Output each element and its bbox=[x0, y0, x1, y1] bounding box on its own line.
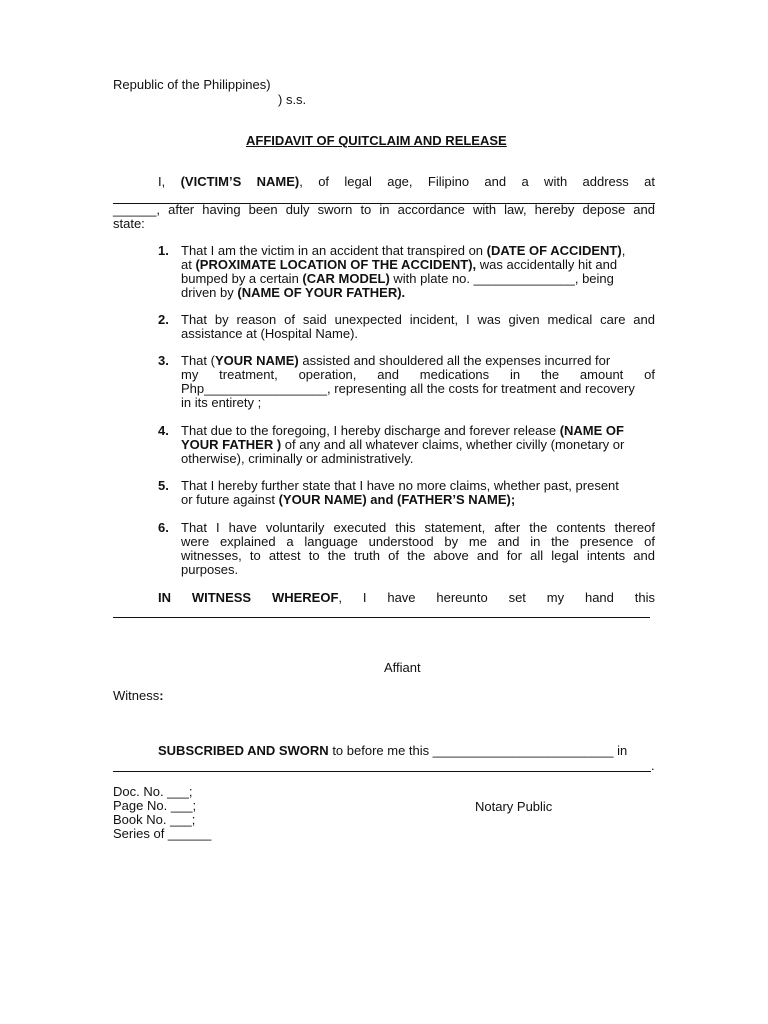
item-6-line-3: witnesses, to attest to the truth of the above and for all legal intents and bbox=[181, 548, 655, 563]
car-model-placeholder: (CAR MODEL) bbox=[302, 271, 390, 286]
item-1-line-3 bbox=[181, 272, 614, 286]
item-1-line-2 bbox=[181, 258, 617, 272]
item-1-line-4 bbox=[181, 286, 405, 300]
subscribed-and-sworn: SUBSCRIBED AND SWORN bbox=[158, 743, 329, 758]
item-5-text: or future against bbox=[181, 492, 279, 507]
item-5-line-1: That I hereby further state that I have no more claims, whether past, present bbox=[181, 478, 619, 493]
item-1-line-3-text: bumped by a certain bbox=[181, 271, 303, 286]
item-4-line-2-rest: of any and all whatever claims, whether civilly (monetary or bbox=[281, 437, 625, 452]
page-no: Page No. ___; bbox=[113, 798, 197, 813]
affiant-label: Affiant bbox=[384, 660, 421, 675]
item-1-number: 1. bbox=[158, 243, 169, 258]
document-title: AFFIDAVIT OF QUITCLAIM AND RELEASE bbox=[246, 133, 507, 148]
item-4-line-3: otherwise), criminally or administratively. bbox=[181, 451, 414, 466]
subscribed-line bbox=[158, 744, 627, 758]
item-3-line-1 bbox=[181, 354, 610, 368]
item-4-text: That due to the foregoing, I hereby discharge and forever release bbox=[181, 423, 560, 438]
intro-line-2 bbox=[113, 203, 655, 217]
witness-clause-rest: , I have hereunto set my hand this bbox=[338, 590, 655, 605]
intro-line-3: state: bbox=[113, 216, 145, 231]
witness-label-colon: : bbox=[159, 688, 164, 703]
witness-clause bbox=[158, 591, 655, 605]
victim-name-placeholder: (VICTIM’S NAME) bbox=[180, 174, 300, 189]
republic-line: Republic of the Philippines) bbox=[113, 77, 271, 92]
item-3-text: That ( bbox=[181, 353, 215, 368]
item-6-number: 6. bbox=[158, 520, 169, 535]
item-1-text: That I am the victim in an accident that transpired on bbox=[181, 243, 487, 258]
item-5-number: 5. bbox=[158, 478, 169, 493]
witness-date-blank-line bbox=[113, 617, 650, 618]
intro-line-2-blank: ______ bbox=[113, 202, 157, 217]
doc-no: Doc. No. ___; bbox=[113, 784, 193, 799]
intro-line-2-text: , after having been duly sworn to in accordance with law, hereby depose and bbox=[156, 202, 655, 217]
item-1-line-2-rest: was accidentally hit and bbox=[476, 257, 618, 272]
item-3-number: 3. bbox=[158, 353, 169, 368]
item-6-line-4: purposes. bbox=[181, 562, 239, 577]
notary-public-label: Notary Public bbox=[475, 799, 553, 814]
item-2-number: 2. bbox=[158, 312, 169, 327]
item-4-line-2 bbox=[181, 438, 624, 452]
witness-label-text: Witness bbox=[113, 688, 160, 703]
father-name-placeholder-start: (NAME OF bbox=[559, 423, 624, 438]
item-1-at: at bbox=[181, 257, 196, 272]
intro-i: I, bbox=[158, 174, 166, 189]
item-6-line-1: That I have voluntarily executed this statement, after the contents thereof bbox=[181, 520, 655, 535]
item-5-line-2 bbox=[181, 493, 515, 507]
father-name-placeholder-end: YOUR FATHER ) bbox=[181, 437, 282, 452]
book-no: Book No. ___; bbox=[113, 812, 196, 827]
item-1-line-4-text: driven by bbox=[181, 285, 238, 300]
location-placeholder: (PROXIMATE LOCATION OF THE ACCIDENT), bbox=[195, 257, 477, 272]
item-3-line-1-rest: assisted and shouldered all the expenses incurred for bbox=[298, 353, 611, 368]
witness-clause-witness: WITNESS bbox=[191, 590, 252, 605]
item-4-number: 4. bbox=[158, 423, 169, 438]
item-6-line-2: were explained a language understood by me and in the presence of bbox=[181, 534, 655, 549]
item-3-line-2: my treatment, operation, and medications in the amount of bbox=[181, 367, 655, 382]
names-placeholder: (YOUR NAME) and (FATHER’S NAME); bbox=[278, 492, 516, 507]
date-of-accident-placeholder: (DATE OF ACCIDENT) bbox=[486, 243, 622, 258]
series-of: Series of ______ bbox=[113, 826, 212, 841]
witness-clause-in: IN bbox=[158, 590, 171, 605]
subscribed-rest: to before me this _________________________ in bbox=[328, 743, 628, 758]
intro-rest: , of legal age, Filipino and a with address at bbox=[299, 174, 655, 189]
your-name-placeholder: YOUR NAME) bbox=[214, 353, 299, 368]
item-1-line-1 bbox=[181, 244, 625, 258]
witness-clause-whereof: WHEREOF bbox=[271, 590, 339, 605]
witness-label bbox=[113, 689, 164, 703]
item-4-line-1 bbox=[181, 424, 624, 438]
ss-line: ) s.s. bbox=[278, 92, 307, 107]
item-3-line-4: in its entirety ; bbox=[181, 395, 262, 410]
father-name-placeholder: (NAME OF YOUR FATHER). bbox=[237, 285, 406, 300]
item-1-line-3-rest: with plate no. ______________, being bbox=[389, 271, 614, 286]
item-3-line-3: Php_________________, representing all the costs for treatment and recovery bbox=[181, 381, 635, 396]
item-2-line-1: That by reason of said unexpected incident, I was given medical care and bbox=[181, 312, 655, 327]
item-1-comma: , bbox=[621, 243, 626, 258]
subscribed-period: . bbox=[651, 758, 655, 773]
intro-line-1 bbox=[158, 175, 655, 189]
place-blank-line bbox=[113, 771, 651, 772]
item-2-line-2: assistance at (Hospital Name). bbox=[181, 326, 359, 341]
